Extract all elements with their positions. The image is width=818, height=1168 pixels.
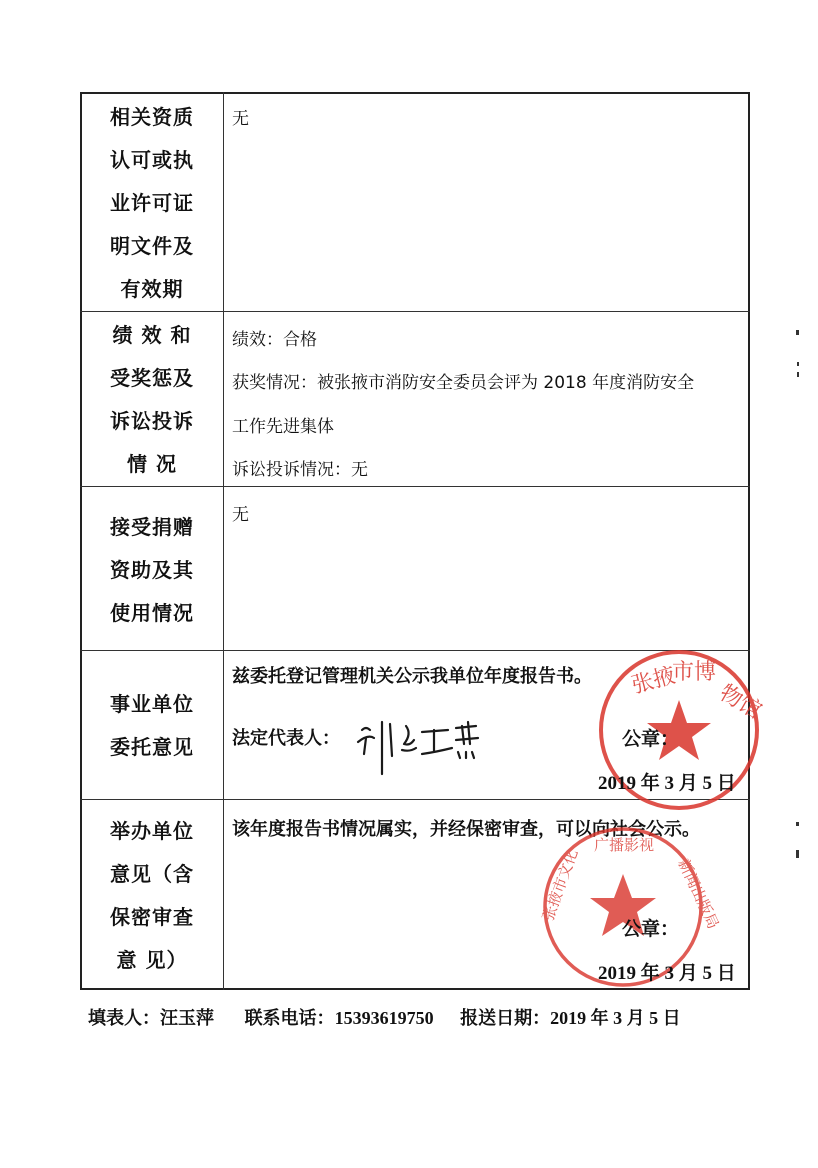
sponsor-date: 2019 年 3 月 5 日 [598, 963, 736, 984]
sponsor-label: 举办单位 意见（含 保密审查 意 见） [110, 819, 194, 972]
filler-name: 填表人：汪玉萍 [88, 1008, 214, 1029]
signature [352, 708, 482, 778]
scan-mark [796, 330, 799, 335]
seal-label: 公章： [622, 918, 680, 940]
svg-text:新闻出版局: 新闻出版局 [674, 856, 723, 932]
donations-label: 接受捐赠 资助及其 使用情况 [110, 515, 194, 625]
qualification-label: 相关资质 认可或执 业许可证 明文件及 有效期 [110, 105, 194, 301]
row-divider [80, 311, 750, 312]
svg-text:刘红燕: 刘红燕 [352, 708, 355, 709]
scan-mark [796, 822, 799, 826]
performance-label: 绩 效 和 受奖惩及 诉讼投诉 情 况 [110, 323, 194, 476]
seal-label: 公章： [622, 728, 680, 750]
svg-text:市博: 市博 [672, 660, 717, 685]
svg-text:张掖市文化: 张掖市文化 [538, 846, 582, 924]
sponsor-statement: 该年度报告书情况属实，并经保密审查，可以向社会公示。 [232, 819, 700, 840]
scan-mark [797, 362, 799, 366]
scan-mark [797, 372, 799, 377]
entrust-label: 事业单位 委托意见 [110, 692, 194, 759]
submit-date: 2019 年 3 月 5 日 [550, 1008, 681, 1028]
qualification-value: 无 [232, 109, 249, 129]
column-divider [223, 92, 224, 990]
donations-value: 无 [232, 505, 249, 525]
svg-text:广播影视: 广播影视 [594, 836, 655, 854]
awards-text: 获奖情况：被张掖市消防安全委员会评为 2018 年度消防安全 [232, 373, 695, 393]
entrust-date: 2019 年 3 月 5 日 [598, 773, 736, 794]
row-divider [80, 486, 750, 487]
entrust-statement: 兹委托登记管理机关公示我单位年度报告书。 [232, 666, 592, 687]
svg-text:物馆: 物馆 [715, 680, 766, 725]
awards-text-continued: 工作先进集体 [232, 417, 334, 437]
phone-label: 联系电话： [244, 1008, 335, 1029]
report-footer [88, 1004, 681, 1030]
litigation-text: 诉讼投诉情况：无 [232, 460, 368, 480]
submit-date-label: 报送日期： [460, 1008, 551, 1029]
scan-mark [796, 850, 799, 858]
phone-number: 15393619750 [334, 1008, 434, 1028]
legal-rep-label: 法定代表人： [232, 728, 340, 749]
performance-text: 绩效：合格 [232, 330, 317, 350]
svg-text:张掖: 张掖 [629, 663, 679, 699]
